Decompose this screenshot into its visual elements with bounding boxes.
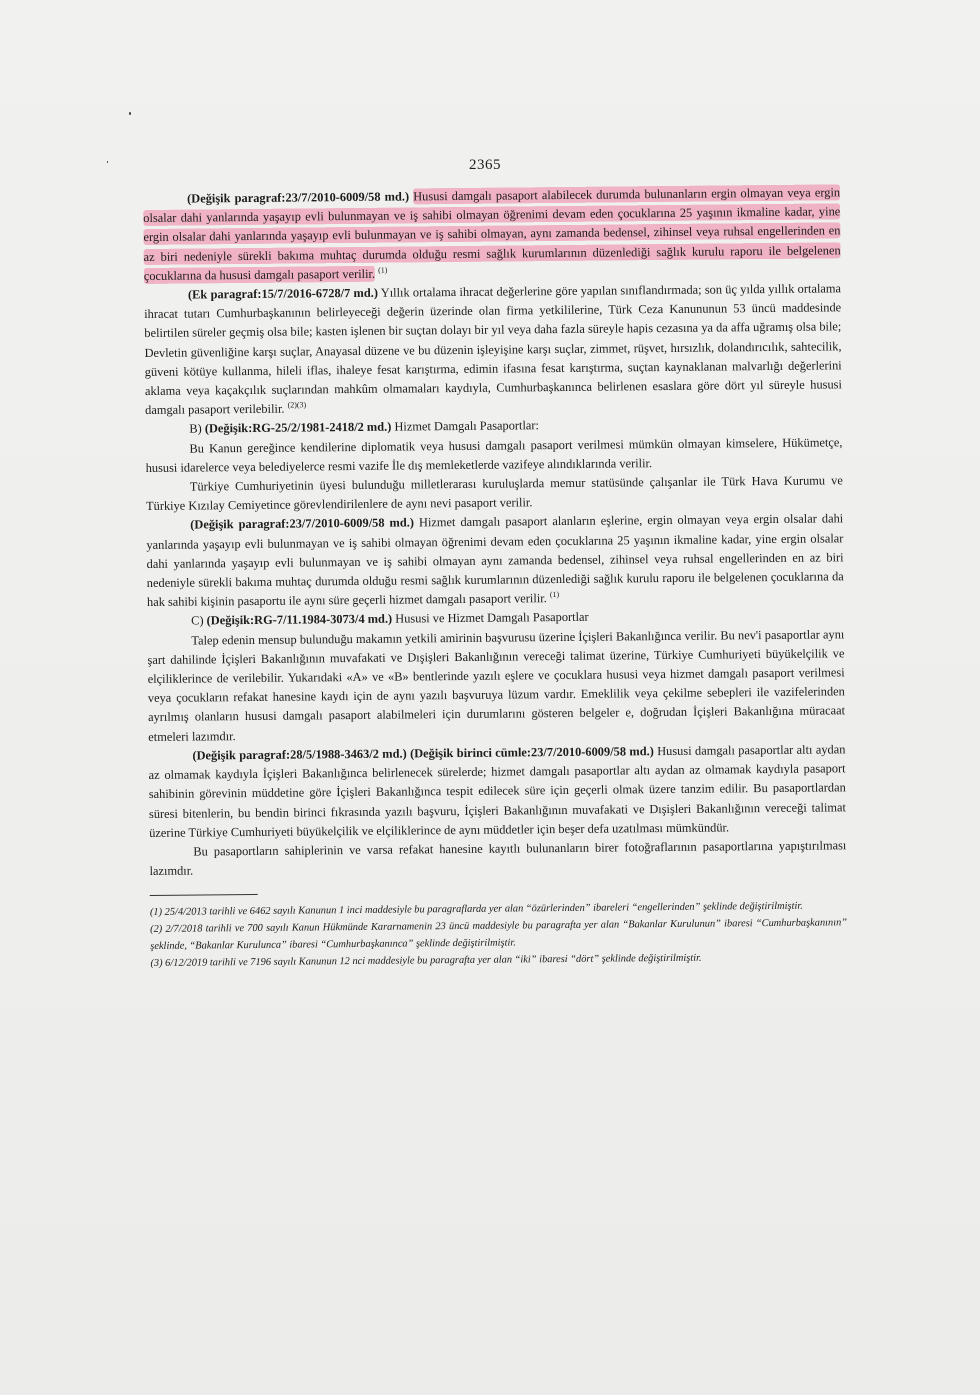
amendment-heading: (Değişik paragraf:23/7/2010-6009/58 md.)	[190, 515, 415, 533]
page-number: 2365	[469, 157, 501, 173]
amendment-heading: (Ek paragraf:15/7/2016-6728/7 md.)	[187, 285, 379, 302]
paragraph-hususi-children	[143, 183, 841, 286]
footnote-ref: (1)	[549, 590, 560, 600]
footnote: (1) 25/4/2013 tarihli ve 6462 sayılı Kanunun 1 inci maddesiyle bu paragraflarda yer alan “özürlerinden” ibareleri “engellerinden” şeklinde değiştirilmiştir.	[149, 901, 803, 919]
footnote-ref: (1)	[378, 265, 388, 275]
highlighted-text: Hususi damgalı pasaport alabilecek durumda bulunanların ergin olmayan veya ergin olsalar dahi yanlarında yaşayıp evli bulunmayan ve iş sahibi olmayan öğrenimi devam eden çocuklarına 25 yaşının ikmaline kadar, yine ergin olsalar dahi yanlarında yaşayıp evli bulunmayan ve iş sahibi olmayan, aynı zamanda bedensel, zihinsel veya ruhsal engellerinden en az biri nedeniyle sürekli bakıma muhtaç durumda olduğu resmi sağlık kurumlarının düzenlediği sağlık kurulu raporu ile belgelenen çocuklarına da hususi damgalı pasaport verilir.	[143, 185, 841, 283]
section-letter: B)	[189, 421, 202, 437]
paragraph-text: Bu Kanun gereğince kendilerine diplomatik veya hususi damgalı pasaport verilmesi mümkün olmayan kimselere, Hükümetçe, hususi idarelerce veya belediyelerce resmi vazife İle dış memleketlerde vazifeye alındıklarında verilir.	[145, 434, 843, 475]
section-title: Hizmet Damgalı Pasaportlar:	[394, 418, 540, 435]
paragraph-text: Yıllık ortalama ihracat değerlerine göre yapılan sınıflandırmada; son üç yılda yıllık ortalama ihracat tutarı Cumhurbaşkanının belirleyeceği değerin üzerinde olan firma yetkililerine, Türk Ceza Kanununun 53 üncü maddesinde belirtilen süreler geçmiş olsa bile; kasten işlenen bir suçtan dolayı bir yıl veya daha fazla süreyle hapis cezasına ya da affa uğramış olsa bile; Devletin güvenliğine karşı suçlar, Anayasal düzene ve bu düzenin işleyişine karşı suçlar, zimmet, rüşvet, hırsızlık, dolandırıcılık, sahtecilik, güveni kötüye kullanma, hileli iflas, ihaleye fesat karıştırma, edimin ifasına fesat karıştırma, suçtan kaynaklanan malvarlığı değerlerini aklama veya kaçakçılık suçlarından mahkûm olmamaları kaydıyla, Cumhurbaşkanınca belirlenen esaslara göre dört yıl süreyle hususi damgalı pasaport verilebilir.	[144, 281, 842, 418]
footnote: (3) 6/12/2019 tarihli ve 7196 sayılı Kanunun 12 nci maddesiyle bu paragrafta yer alan “iki” ibaresi “dört” şeklinde değiştirilmiştir.	[150, 952, 702, 970]
section-letter: C)	[191, 613, 204, 629]
paragraph-text: Türkiye Cumhuriyetinin üyesi bulunduğu milletlerarası kuruluşlarda memur statüsünde çalışanlar ile Türk Hava Kurumu ve Türkiye Kızılay Cemiyetince görevlendirilenlere de aynı nevi pasaport verilir.	[145, 473, 843, 514]
amendment-heading: (Değişik:RG-25/2/1981-2418/2 md.)	[204, 420, 392, 436]
footnote: (2) 2/7/2018 tarihli ve 700 sayılı Kanun Hükmünde Kararnamenin 23 üncü maddesiyle bu paragrafta yer alan “Bakanlar Kurulunun” ibaresi “Cumhurbaşkanının” şeklinde, “Bakanlar Kurulunca” ibaresi “Cumhurbaşkanınca” şeklinde değiştirilmiştir.	[150, 917, 848, 953]
amendment-heading: (Değişik paragraf:23/7/2010-6009/58 md.)	[187, 189, 410, 206]
paragraph-text: Hususi damgalı pasaportlar altı aydan az olmamak kaydıyla İçişleri Bakanlığınca belirlenecek sürelerde; hizmet damgalı pasaportlar altı aydan az olmamak kaydıyla pasaport sahibinin görevinin müddetine göre İçişleri Bakanlığınca tespit edilecek süre için geçerli olmak üzere tanzim edilir. Bu pasaportlardan süresi bitenlerin, bu bendin birinci fıkrasında yazılı başvuru, İçişleri Bakanlığının muvafakati ve Dışişleri Bakanlığının vereceği talimat üzerine Türkiye Cumhuriyeti büyükelçilik ve elçiliklerince de aynı müddetler için beşer defa uzatılması mümkündür.	[148, 742, 847, 840]
section-title: Hususi ve Hizmet Damgalı Pasaportlar	[395, 610, 589, 627]
footnote-divider	[150, 894, 258, 896]
paragraph-hizmet-children	[146, 510, 844, 613]
amendment-heading: (Değişik paragraf:28/5/1988-3463/2 md.) (Değişik birinci cümle:23/7/2010-6009/58 md.)	[192, 744, 654, 763]
paragraph-text: Bu pasaportların sahiplerinin ve varsa refakat hanesine kayıtlı bulunanların birer fotoğraflarının pasaportlarına yapıştırılması lazımdır.	[149, 838, 847, 879]
scan-speck	[129, 112, 131, 115]
document-body	[143, 183, 847, 972]
paragraph-export-firms	[144, 279, 842, 420]
paragraph-validity	[148, 740, 846, 843]
footnote-ref: (2)(3)	[287, 400, 307, 410]
paragraph-text: Talep edenin mensup bulunduğu makamın yetkili amirinin başvurusu üzerine İçişleri Bakanlığınca verilir. Bu nev'i pasaportlar aynı şart dahilinde İçişleri Bakanlığının muvafakati ve Dışişleri Bakanlığının vereceği talimat üzerine, Türkiye Cumhuriyeti büyükelçilik ve elçiliklerince de verilebilir. Yukarıdaki «A» ve «B» bentlerinde yazılı eşlere ve çocuklara hususi veya hizmet damgalı pasaport verilmesi veya çocukların refakat hanesine kaydı için de aynı yazılı başvuruya lüzum vardır. Emeklilik veya çekilme sebepleri ile vazifelerinden ayrılmış olanların hususi damgalı pasaport alabilmeleri için durumlarını gösteren belgeler e, doğrudan İçişleri Bakanlığına müracaat etmeleri lazımdır.	[147, 626, 846, 744]
amendment-heading: (Değişik:RG-7/11.1984-3073/4 md.)	[206, 612, 393, 628]
paragraph-text: Hizmet damgalı pasaport alanların eşlerine, ergin olmayan veya ergin olsalar dahi yanlarında yaşayıp evli bulunmayan ve iş sahibi olmayan öğrenimi devam eden çocuklarına 25 yaşının ikmaline kadar, yine ergin olsalar dahi yanlarında yaşayıp evli bulunmayan ve iş sahibi olmayan aynı zamanda bedensel, zihinsel veya ruhsal engellerinden en az biri nedeniyle sürekli bakıma muhtaç durumda olduğu resmi sağlık kurumlarının düzenlediği sağlık kurulu raporu ile belgelenen çocuklarına da hak sahibi kişinin pasaportu ile aynı süre geçerli hizmet damgalı pasaport verilir.	[146, 511, 844, 610]
